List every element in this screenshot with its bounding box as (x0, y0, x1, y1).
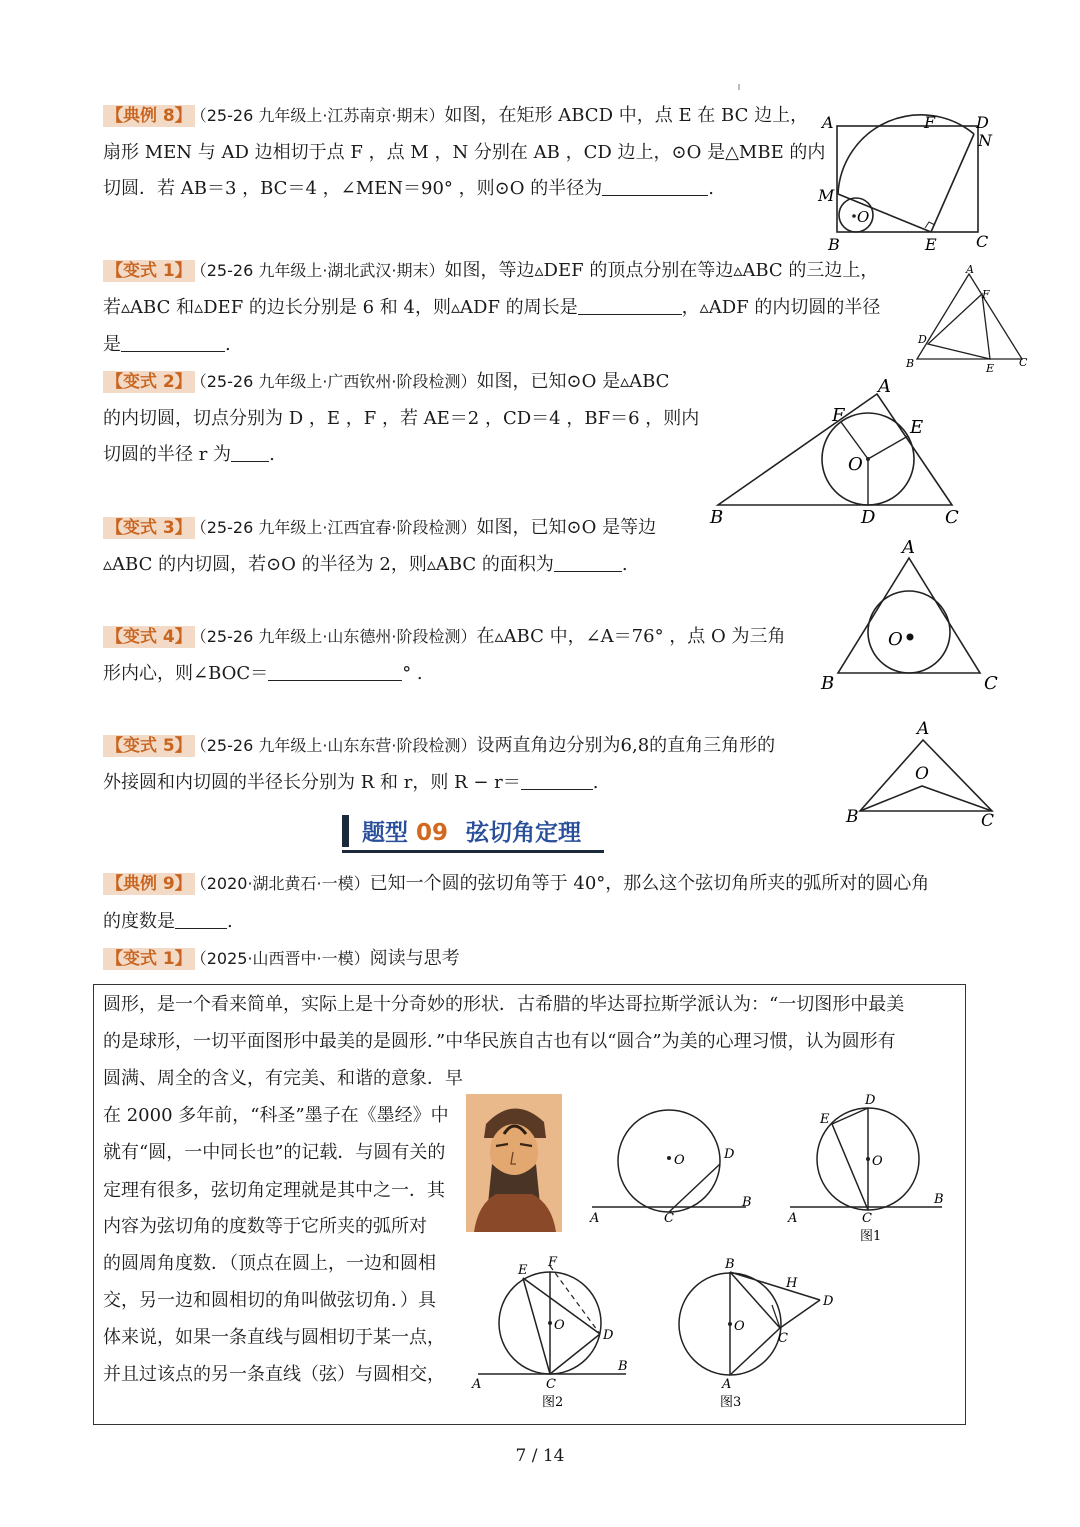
tangent-figure-2 (468, 1254, 638, 1414)
example-8-source: （25-26 九年级上·江苏南京·期末） (198, 106, 445, 125)
fig-v3-label-B: B (821, 673, 835, 694)
fig2-label-E: E (518, 1263, 528, 1278)
fig0-label-D: D (724, 1147, 735, 1162)
variant-2-line-2: 的内切圆，切点分别为 D ，E ，F ，若 AE＝2 ，CD＝4 ，BF＝6 ，则内 (103, 408, 700, 429)
fig8-label-B: B (828, 235, 840, 254)
variant-4-figure (842, 716, 1002, 831)
example-9-text-2: 的度数是 (103, 911, 175, 932)
answer-blank (521, 771, 593, 790)
fig3-label-O: O (734, 1319, 745, 1334)
fig-v2-label-O: O (848, 454, 863, 475)
example-9-text-1: 已知一个圆的弦切角等于 40°，那么这个弦切角所夹的弧所对的圆心角 (369, 873, 930, 894)
example-8-text-3: 切圆．若 AB＝3 ，BC＝4 ，∠MEN＝90° ，则⊙O 的半径为 (103, 178, 603, 199)
variant-3-text-2: ▵ABC 的内切圆，若⊙O 的半径为 2，则▵ABC 的面积为 (103, 554, 554, 575)
answer-blank (602, 177, 708, 196)
fig1-label-D: D (865, 1093, 876, 1108)
variant-2-line-3 (103, 443, 275, 467)
variant-3-line-1 (103, 516, 656, 540)
reading-line-3: 圆满、周全的含义，有完美、和谐的意象．早 (103, 1068, 463, 1089)
fig-v1-label-C: C (1019, 356, 1028, 369)
fig3-label-H: H (786, 1276, 798, 1291)
fig2-label-O: O (554, 1318, 565, 1333)
variant-3-tag: 【变式 3】 (103, 517, 195, 539)
answer-blank (231, 443, 269, 462)
scan-mark (738, 84, 740, 90)
page-number: 7 / 14 (515, 1446, 565, 1466)
reading-line-9: 交，另一边和圆相切的角叫做弦切角．）具 (103, 1290, 436, 1311)
fig2-label-B: B (618, 1359, 628, 1374)
section-heading (342, 812, 604, 850)
fig-v4-label-B: B (846, 807, 859, 827)
fig-v3-label-C: C (984, 673, 998, 694)
fig1-label-B: B (934, 1192, 944, 1207)
fig3-label-C: C (778, 1331, 788, 1346)
variant-4-text-2: 形内心，则∠BOC＝ (103, 663, 269, 684)
fig-v4-label-C: C (981, 811, 995, 831)
answer-blank (121, 333, 225, 352)
fig3-label-A: A (722, 1377, 732, 1392)
variant-2-text-1: 如图，已知⊙O 是▵ABC (476, 371, 670, 392)
variant-1-line-2 (103, 296, 880, 320)
reading-line-5: 就有“圆，一中同长也”的记载．与圆有关的 (103, 1142, 446, 1163)
fig-v1-label-A: A (966, 263, 974, 276)
variant-2-figure (706, 372, 959, 530)
variant-1b-tag: 【变式 1】 (103, 948, 195, 970)
example-9-tag: 【典例 9】 (103, 873, 195, 895)
example-9-line-1 (103, 872, 929, 896)
fig8-label-N: N (978, 131, 992, 150)
variant-4-end: ° . (402, 663, 423, 684)
fig0-label-O: O (674, 1153, 685, 1168)
fig3-label-D: D (823, 1294, 834, 1309)
variant-5-text-2: 外接圆和内切圆的半径长分别为 R 和 r，则 R − r＝ (103, 772, 521, 793)
example-8-figure (812, 108, 1002, 256)
fig-v2-label-C: C (945, 507, 959, 528)
example-9-line-2 (103, 910, 233, 934)
fig1-label-A: A (788, 1211, 798, 1226)
variant-1-end: . (225, 334, 231, 355)
example-9-end: . (227, 911, 233, 932)
example-8-tag: 【典例 8】 (103, 105, 195, 127)
heading-number: 09 (416, 820, 449, 846)
variant-1-source: （25-26 九年级上·湖北武汉·期末） (198, 261, 445, 280)
variant-1-text-2a: 若▵ABC 和▵DEF 的边长分别是 6 和 4，则▵ADF 的周长是 (103, 297, 578, 318)
variant-3-line-2 (103, 553, 628, 577)
variant-5-text-1: 设两直角边分别为6,8的直角三角形的 (476, 735, 776, 756)
reading-line-1: 圆形，是一个看来简单，实际上是十分奇妙的形状．古希腊的毕达哥拉斯学派认为：“一切图形中最美 (103, 994, 905, 1015)
variant-4-source: （25-26 九年级上·山东德州·阶段检测） (198, 627, 477, 646)
fig-v1-label-D: D (918, 333, 927, 346)
heading-text (362, 814, 581, 847)
variant-4-line-2 (103, 662, 423, 686)
variant-5-tag: 【变式 5】 (103, 735, 195, 757)
fig-v2-label-D: D (861, 507, 876, 528)
variant-5-line-1 (103, 734, 775, 758)
example-8-line-1 (103, 104, 808, 128)
fig0-label-B: B (742, 1195, 752, 1210)
fig8-label-M: M (818, 186, 835, 205)
variant-1-text-2b: ，▵ADF 的内切圆的半径 (681, 297, 881, 318)
fig1-label-C: C (862, 1211, 872, 1226)
tangent-figure-1 (786, 1090, 951, 1248)
tangent-figure-0 (588, 1100, 758, 1230)
fig0-label-C: C (664, 1211, 674, 1226)
variant-5-source: （25-26 九年级上·山东东营·阶段检测） (198, 736, 477, 755)
fig8-label-D: D (976, 113, 989, 132)
answer-blank (554, 553, 622, 572)
fig-v1-label-E: E (986, 362, 995, 375)
fig-v4-label-A: A (917, 719, 930, 739)
answer-blank (268, 662, 402, 681)
fig3-label-B: B (725, 1257, 735, 1272)
fig2-label-C: C (546, 1377, 556, 1392)
fig-v1-label-F: F (982, 288, 990, 301)
variant-3-end: . (621, 554, 628, 575)
variant-2-text-3: 切圆的半径 r 为 (103, 444, 232, 465)
reading-line-4: 在 2000 多年前，“科圣”墨子在《墨经》中 (103, 1105, 449, 1126)
variant-1b-text: 阅读与思考 (369, 948, 460, 969)
example-8-text-1: 如图，在矩形 ABCD 中，点 E 在 BC 边上， (444, 105, 809, 126)
fig-v2-label-A: A (878, 376, 891, 397)
example-8-line-3 (103, 177, 714, 201)
reading-line-7: 内容为弦切角的度数等于它所夹的弧所对 (103, 1216, 427, 1237)
fig2-label-F: F (548, 1255, 558, 1270)
tangent-figure-3 (668, 1254, 848, 1414)
fig-v3-label-O: O (888, 629, 903, 650)
variant-3-text-1: 如图，已知⊙O 是等边 (476, 517, 657, 538)
variant-4-text-1: 在▵ABC 中，∠A＝76° ，点 O 为三角 (476, 626, 786, 647)
variant-1-figure (900, 262, 1035, 377)
reading-line-11: 并且过该点的另一条直线（弦）与圆相交， (103, 1364, 445, 1385)
example-8-line-2: 扇形 MEN 与 AD 边相切于点 F ，点 M ，N 分别在 AB ，CD 边上，⊙O 是△MBE 的内 (103, 142, 826, 163)
heading-label: 题型 (362, 820, 408, 846)
heading-underline (342, 850, 604, 853)
example-8-end: . (708, 178, 714, 199)
reading-line-10: 体来说，如果一条直线与圆相切于某一点， (103, 1327, 445, 1348)
fig-v2-label-E: E (910, 417, 924, 438)
mozi-portrait-image (466, 1094, 562, 1232)
fig2-label-A: A (472, 1377, 482, 1392)
heading-title: 弦切角定理 (466, 820, 582, 846)
variant-2-source: （25-26 九年级上·广西钦州·阶段检测） (198, 372, 477, 391)
fig2-caption: 图2 (542, 1395, 564, 1410)
fig3-caption: 图3 (720, 1395, 742, 1410)
heading-bar (342, 815, 349, 847)
reading-line-2: 的是球形，一切平面图形中最美的是圆形．”中华民族自古也有以“圆合”为美的心理习惯，认为圆形有 (103, 1031, 896, 1052)
fig1-label-E: E (820, 1112, 830, 1127)
variant-2-end: . (269, 444, 275, 465)
fig8-label-C: C (976, 232, 989, 251)
variant-3-4-figure (818, 536, 1004, 696)
fig1-label-O: O (872, 1154, 883, 1169)
variant-5-line-2 (103, 771, 598, 795)
fig8-label-A: A (822, 113, 834, 132)
variant-3-source: （25-26 九年级上·江西宜春·阶段检测） (198, 518, 477, 537)
variant-1-line-1 (103, 259, 878, 283)
variant-1-line-3 (103, 333, 231, 357)
fig8-label-E: E (925, 235, 937, 254)
fig-v2-label-F: F (832, 405, 845, 426)
variant-2-line-1 (103, 370, 669, 394)
answer-blank (175, 910, 227, 929)
reading-line-6: 定理有很多，弦切角定理就是其中之一．其 (103, 1180, 445, 1201)
variant-2-tag: 【变式 2】 (103, 371, 195, 393)
fig-v4-label-O: O (915, 764, 929, 784)
answer-blank (578, 296, 682, 315)
variant-1-text-3a: 是 (103, 334, 121, 355)
variant-1b-source: （2025·山西晋中·一模） (198, 949, 370, 968)
fig-v3-label-A: A (902, 537, 915, 558)
variant-5-end: . (592, 772, 599, 793)
reading-line-8: 的圆周角度数．（顶点在圆上，一边和圆相 (103, 1253, 436, 1274)
fig0-label-A: A (590, 1211, 600, 1226)
fig1-caption: 图1 (860, 1229, 882, 1244)
fig-v1-label-B: B (906, 357, 915, 370)
variant-4-line-1 (103, 625, 786, 649)
fig8-label-O: O (857, 208, 870, 226)
fig2-label-D: D (603, 1328, 614, 1343)
variant-1-text-1: 如图，等边▵DEF 的顶点分别在等边▵ABC 的三边上， (444, 260, 879, 281)
variant-4-tag: 【变式 4】 (103, 626, 195, 648)
fig-v2-label-B: B (710, 507, 724, 528)
example-9-source: （2020·湖北黄石·一模） (198, 874, 370, 893)
variant-1-tag: 【变式 1】 (103, 260, 195, 282)
fig8-label-F: F (924, 113, 936, 132)
variant-1b-line-1 (103, 947, 460, 971)
